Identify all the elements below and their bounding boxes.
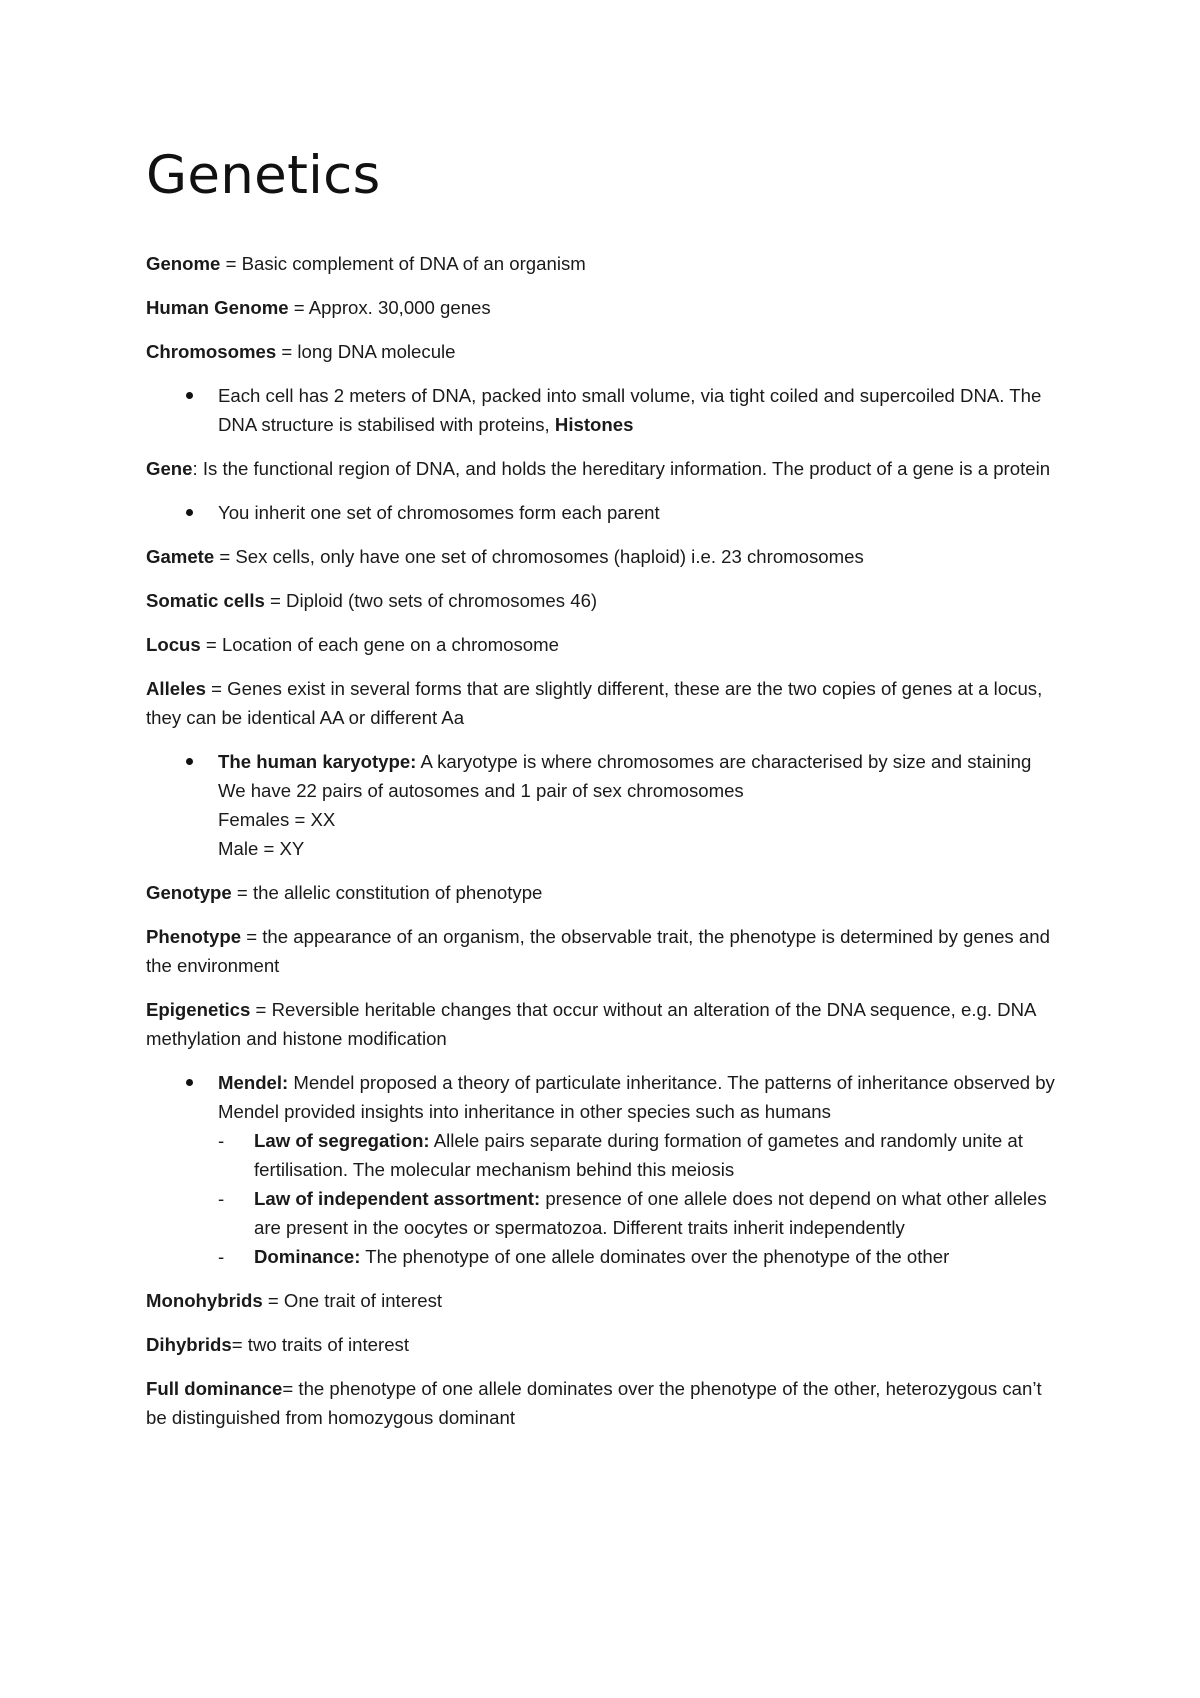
definition-full-dominance [146,1374,1066,1432]
bullet-list [146,381,1066,439]
definition-gamete [146,542,1066,571]
definition-genome [146,249,1066,278]
dash-item: - Dominance: The phenotype of one allele dominates over the phenotype of the other [218,1242,1066,1271]
definition-text: = Basic complement of DNA of an organism [220,253,586,274]
definition-monohybrids [146,1286,1066,1315]
definition-gene [146,454,1066,483]
dash-item: - Law of independent assortment: presence of one allele does not depend on what other alleles are present in the oocytes or spermatozoa. Different traits inherit independently [218,1184,1066,1242]
list-item-mendel: Mendel: Mendel proposed a theory of particulate inheritance. The patterns of inheritance observed by Mendel provided insights into inheritance in other species such as humans - Law of segregation: Allele pairs separate during formation of gametes and randomly unite at fertilisation. The molecular mechanism behind this meiosis - Law of independent assortment: presence of one allele does not depend on what other alleles are present in the oocytes or spermatozoa. Different traits inherit independently - Dominance: The phenotype of one allele dominates over the phenotype of the other [146,1068,1066,1271]
bullet-list [146,747,1066,863]
term: Chromosomes [146,341,277,362]
term: Genome [146,253,221,274]
definition-locus [146,630,1066,659]
definition-text: = Location of each gene on a chromosome [200,634,559,655]
definition-text: = the allelic constitution of phenotype [231,882,543,903]
definition-text: = Reversible heritable changes that occur without an alteration of the DNA sequence, e.g. DNA methylation and histone modification [146,999,1036,1049]
list-item: You inherit one set of chromosomes form each parent [146,498,1066,527]
definition-text: = Sex cells, only have one set of chromosomes (haploid) i.e. 23 chromosomes [214,546,864,567]
term: Alleles [146,678,206,699]
definition-text: = the appearance of an organism, the observable trait, the phenotype is determined by genes and the environment [146,926,1050,976]
definition-text: = Diploid (two sets of chromosomes 46) [264,590,598,611]
definition-text: = long DNA molecule [276,341,456,362]
dash-list [218,1126,1066,1271]
definition-text: = the phenotype of one allele dominates over the phenotype of the other, heterozygous can’t be distinguished from homozygous dominant [146,1378,1042,1428]
definition-text: : Is the functional region of DNA, and holds the hereditary information. The product of a gene is a protein [192,458,1051,479]
term: Somatic cells [146,590,265,611]
term: Human Genome [146,297,289,318]
term: Phenotype [146,926,242,947]
term: Genotype [146,882,232,903]
definition-text: = two traits of interest [231,1334,409,1355]
term: Gene [146,458,193,479]
bullet-list [146,498,1066,527]
definition-chromosomes [146,337,1066,366]
term: Full dominance [146,1378,283,1399]
karyotype-line: Male = XY [218,838,305,859]
definition-text: = One trait of interest [262,1290,443,1311]
bullet-list [146,1068,1066,1271]
term: Dihybrids [146,1334,232,1355]
term: Epigenetics [146,999,251,1020]
definition-somatic-cells [146,586,1066,615]
definition-genotype [146,878,1066,907]
karyotype-line: We have 22 pairs of autosomes and 1 pair of sex chromosomes [218,780,744,801]
definition-text: = Genes exist in several forms that are slightly different, these are the two copies of genes at a locus, they can be identical AA or different Aa [146,678,1043,728]
list-item-karyotype: The human karyotype: A karyotype is where chromosomes are characterised by size and staining We have 22 pairs of autosomes and 1 pair of sex chromosomes Females = XX Male = XY [146,747,1066,863]
page-title: Genetics [146,145,381,206]
term: Monohybrids [146,1290,263,1311]
definition-phenotype [146,922,1066,980]
list-item: Each cell has 2 meters of DNA, packed into small volume, via tight coiled and supercoiled DNA. The DNA structure is stabilised with proteins, Histones [146,381,1066,439]
definition-epigenetics [146,995,1066,1053]
term: Locus [146,634,201,655]
dash-item: - Law of segregation: Allele pairs separate during formation of gametes and randomly unite at fertilisation. The molecular mechanism behind this meiosis [218,1126,1066,1184]
definition-human-genome [146,293,1066,322]
definition-alleles [146,674,1066,732]
document-page [146,0,1066,1432]
definition-text: = Approx. 30,000 genes [288,297,491,318]
karyotype-line: Females = XX [218,809,336,830]
definition-dihybrids [146,1330,1066,1359]
term: Gamete [146,546,215,567]
